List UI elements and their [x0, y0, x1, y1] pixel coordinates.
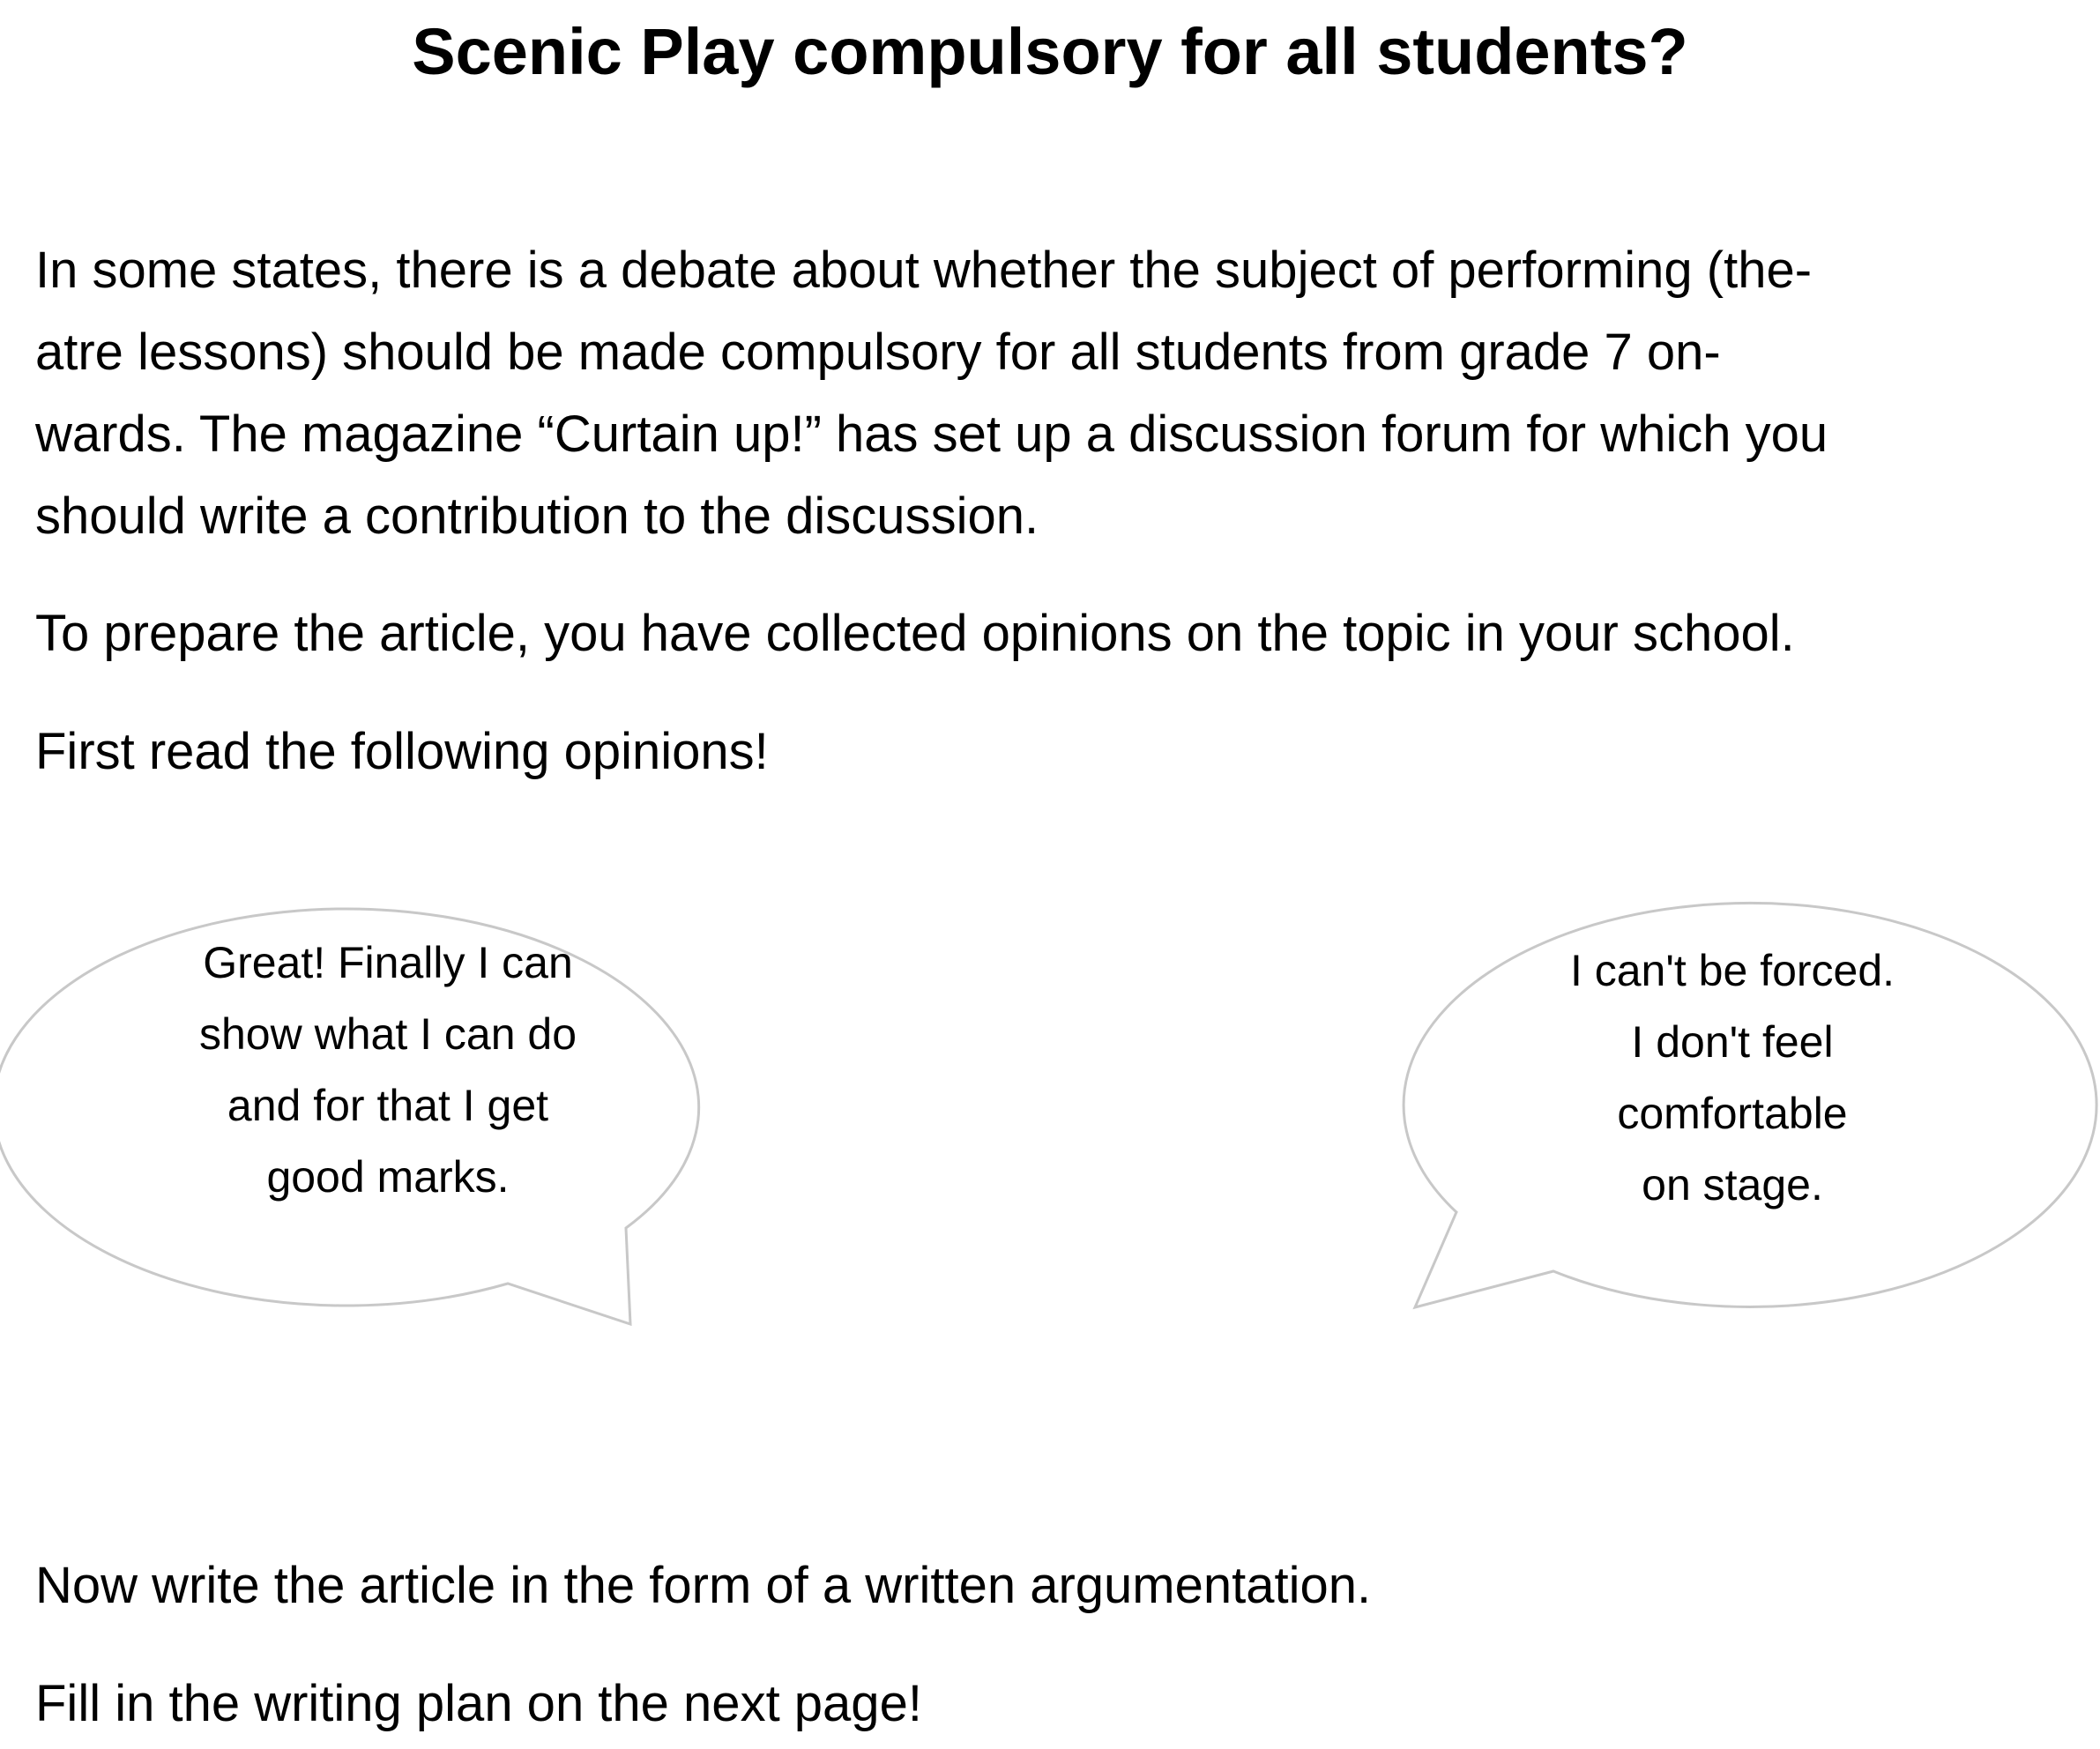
- opinion-line: Great! Finally I can: [203, 938, 573, 987]
- opinion-line: I can't be forced.: [1569, 946, 1895, 995]
- opinion-line: and for that I get: [227, 1081, 549, 1130]
- opinion-left-text: [141, 927, 635, 1213]
- opinion-line: show what I can do: [198, 1009, 577, 1059]
- fill-instruction: Fill in the writing plan on the next page!: [35, 1675, 922, 1732]
- opinion-line: I don't feel: [1631, 1017, 1834, 1067]
- opinion-line: good marks.: [266, 1152, 510, 1202]
- intro-line: In some states, there is a debate about whether the subject of performing (the-: [35, 242, 1813, 299]
- opinion-right-text: [1477, 935, 1988, 1221]
- prepare-paragraph: To prepare the article, you have collected opinions on the topic in your school.: [35, 605, 1795, 662]
- write-instruction: Now write the article in the form of a written argumentation.: [35, 1557, 1372, 1614]
- intro-line: wards. The magazine “Curtain up!” has set up a discussion forum for which you: [35, 406, 1828, 463]
- read-instruction: First read the following opinions!: [35, 723, 769, 780]
- intro-line: should write a contribution to the discussion.: [35, 487, 1039, 545]
- opinion-line: on stage.: [1642, 1160, 1823, 1209]
- intro-line: atre lessons) should be made compulsory for all students from grade 7 on-: [35, 324, 1721, 381]
- page-title: Scenic Play compulsory for all students?: [412, 15, 1688, 88]
- opinion-line: comfortable: [1617, 1089, 1848, 1138]
